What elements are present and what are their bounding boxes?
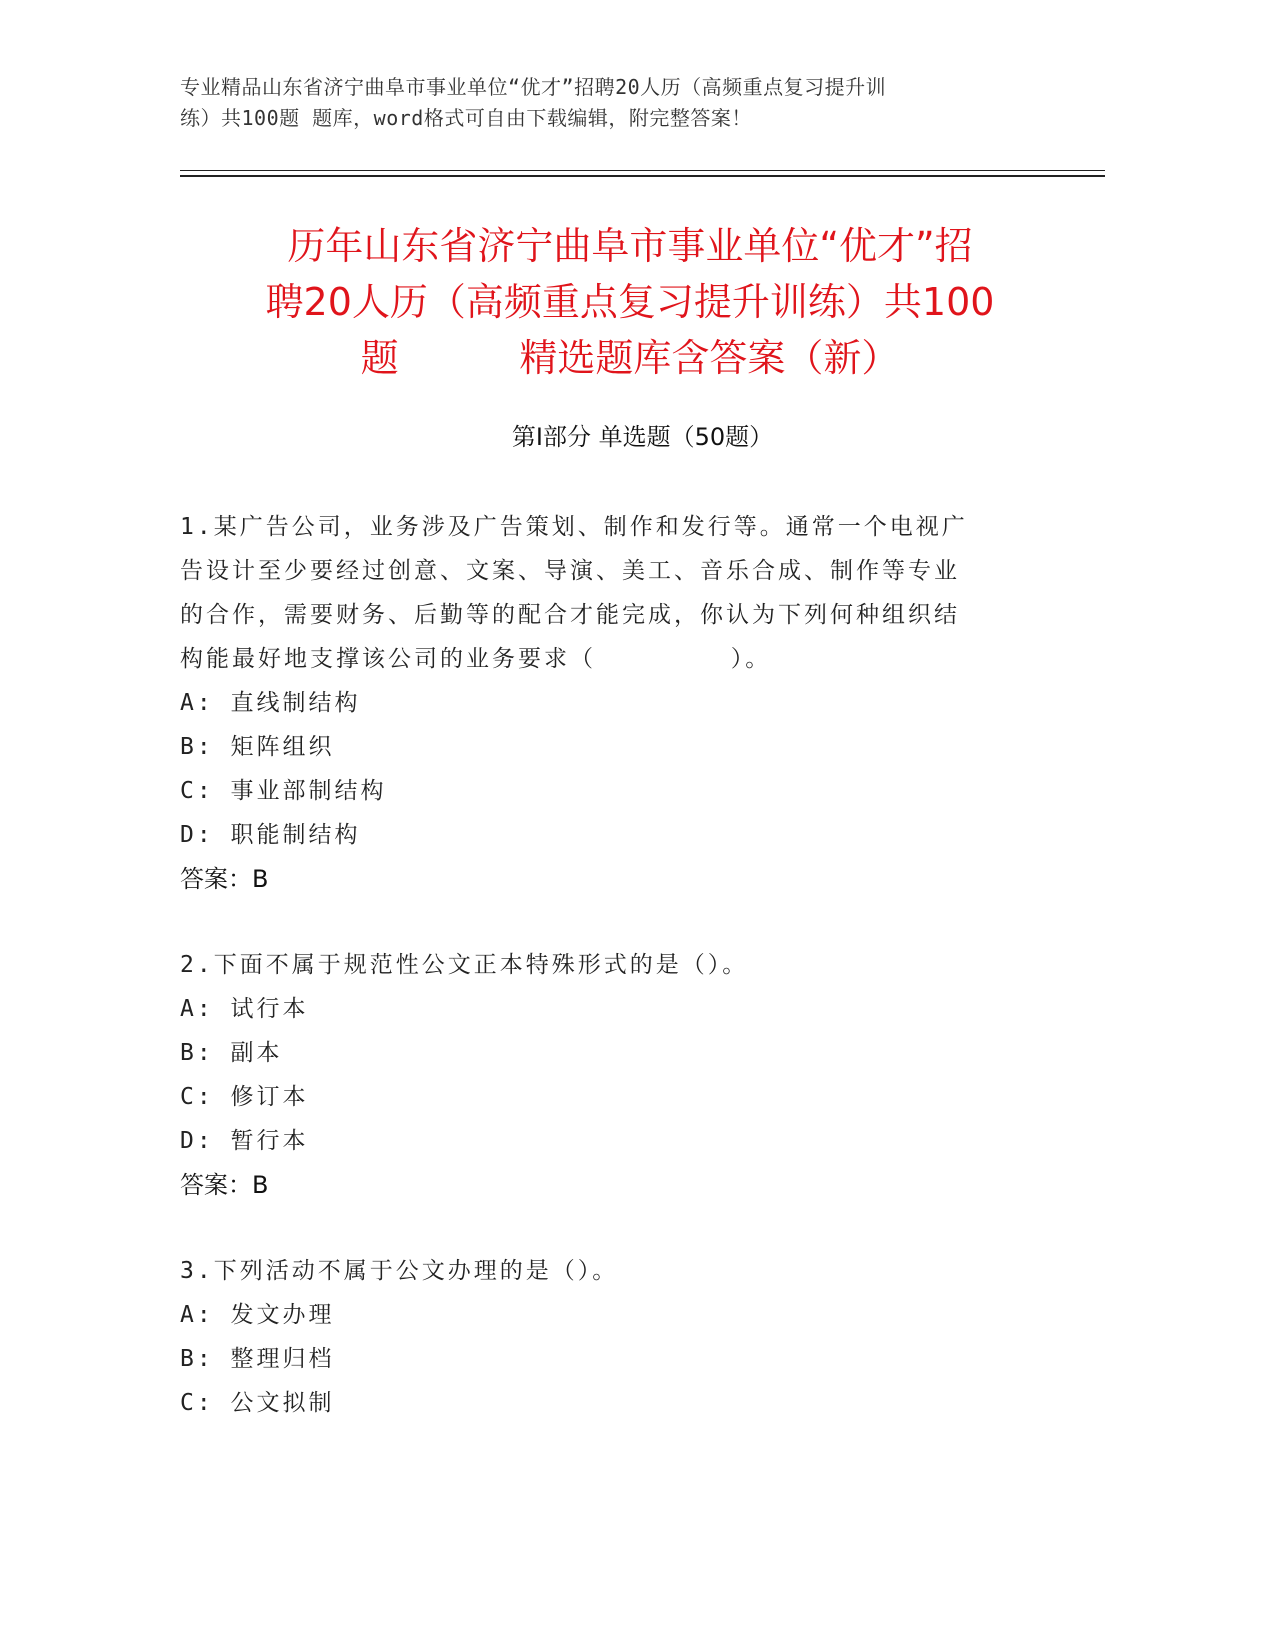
option-d: D: 暂行本 bbox=[180, 1128, 309, 1154]
title-line: 聘20人历（高频重点复习提升训练）共100 bbox=[265, 280, 995, 324]
question-item bbox=[180, 505, 1020, 901]
question-list bbox=[180, 505, 1020, 1467]
question-stem bbox=[180, 1249, 1020, 1293]
option-c: C: 公文拟制 bbox=[180, 1390, 335, 1416]
option-a: A: 试行本 bbox=[180, 996, 309, 1022]
section-heading: 第Ⅰ部分 单选题（50题） bbox=[511, 423, 774, 451]
header-note bbox=[180, 72, 1040, 134]
answer-line: 答案：B bbox=[180, 865, 269, 893]
header-note-line: 专业精品山东省济宁曲阜市事业单位“优才”招聘20人历（高频重点复习提升训 bbox=[180, 75, 887, 99]
question-stem bbox=[180, 505, 1020, 681]
option-b: B: 矩阵组织 bbox=[180, 734, 335, 760]
title-line: 历年山东省济宁曲阜市事业单位“优才”招 bbox=[287, 224, 973, 268]
header-divider-thick bbox=[180, 175, 1105, 177]
title-line: 题 精选题库含答案（新） bbox=[360, 336, 900, 380]
option-b: B: 副本 bbox=[180, 1040, 283, 1066]
question-item bbox=[180, 943, 1020, 1207]
stem-line: 告设计至少要经过创意、文案、导演、美工、音乐合成、制作等专业 bbox=[180, 558, 960, 584]
option-c: C: 修订本 bbox=[180, 1084, 309, 1110]
stem-line: 3.下列活动不属于公文办理的是（）。 bbox=[180, 1258, 619, 1284]
header-divider-thin bbox=[180, 170, 1105, 171]
option-a: A: 发文办理 bbox=[180, 1302, 335, 1328]
question-stem bbox=[180, 943, 1020, 987]
option-a: A: 直线制结构 bbox=[180, 690, 361, 716]
option-d: D: 职能制结构 bbox=[180, 822, 361, 848]
document-title bbox=[180, 218, 1080, 386]
stem-line: 构能最好地支撑该公司的业务要求（ ）。 bbox=[180, 646, 772, 672]
stem-line: 的合作，需要财务、后勤等的配合才能完成，你认为下列何种组织结 bbox=[180, 602, 960, 628]
answer-line: 答案：B bbox=[180, 1171, 269, 1199]
stem-line: 1.某广告公司，业务涉及广告策划、制作和发行等。通常一个电视广 bbox=[180, 514, 968, 540]
option-b: B: 整理归档 bbox=[180, 1346, 335, 1372]
option-c: C: 事业部制结构 bbox=[180, 778, 387, 804]
header-note-line: 练）共100题 题库，word格式可自由下载编辑，附完整答案！ bbox=[180, 106, 752, 130]
question-item bbox=[180, 1249, 1020, 1425]
stem-line: 2.下面不属于规范性公文正本特殊形式的是（）。 bbox=[180, 952, 749, 978]
